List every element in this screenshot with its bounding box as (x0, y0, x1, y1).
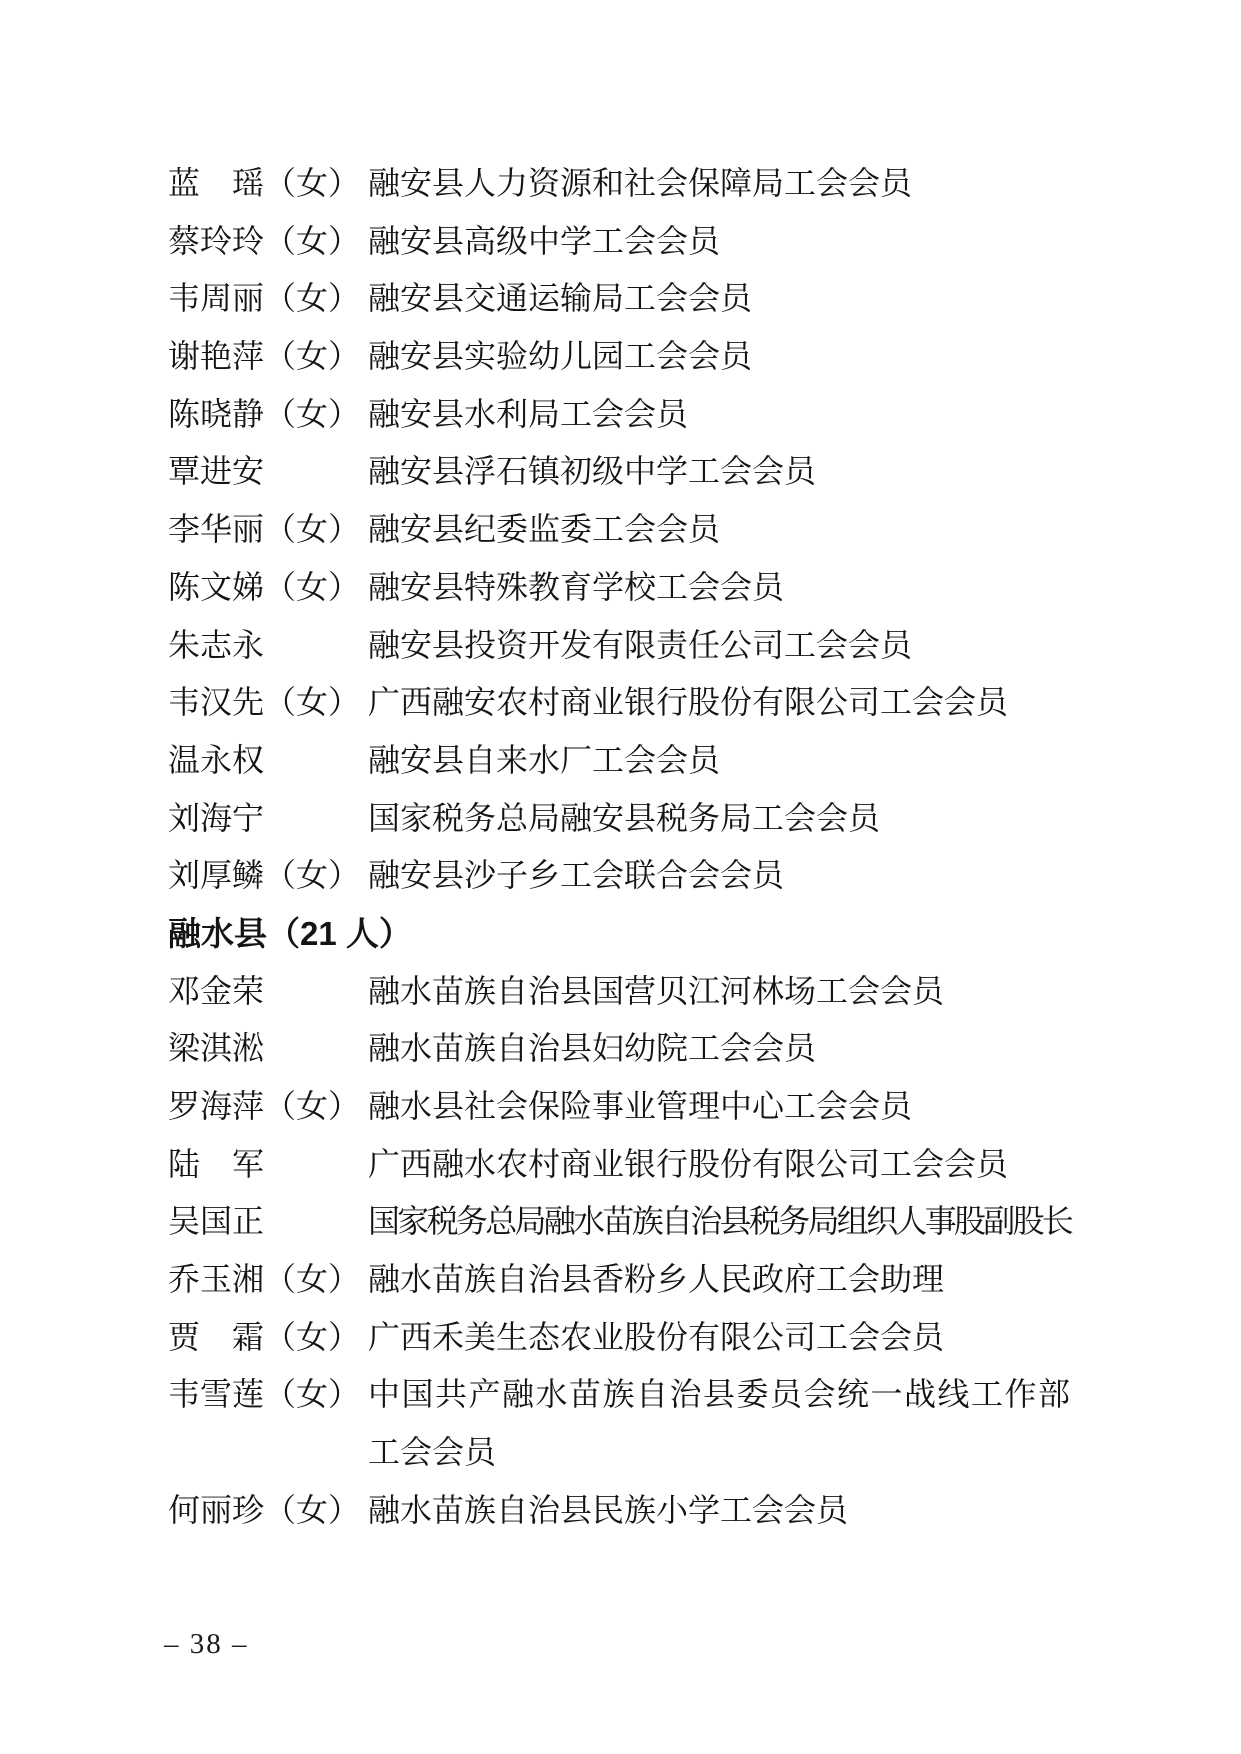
member-affiliation: 广西禾美生态农业股份有限公司工会会员 (368, 1318, 945, 1355)
member-affiliation: 融安县投资开发有限责任公司工会会员 (368, 626, 913, 663)
member-gender: （女） (264, 1088, 361, 1124)
list-item (168, 155, 1083, 213)
member-name: 谢艳萍 (168, 338, 265, 375)
member-name: 韦汉先 (168, 684, 265, 721)
member-gender: （女） (264, 1376, 361, 1413)
member-gender: （女） (264, 684, 361, 721)
list-item (168, 386, 1083, 444)
list-item (168, 790, 1083, 848)
member-affiliation: 融安县高级中学工会会员 (368, 222, 721, 259)
member-gender: （女） (264, 1318, 361, 1355)
member-gender (264, 963, 368, 1021)
member-name: 贾 霜 (168, 1318, 265, 1355)
member-name: 陈晓静 (168, 395, 265, 432)
list-item (168, 1193, 1083, 1251)
list-item (168, 847, 1083, 905)
member-gender: （女） (264, 857, 361, 894)
member-name: 李华丽 (168, 511, 265, 548)
member-affiliation: 融安县浮石镇初级中学工会会员 (368, 453, 817, 490)
member-name: 刘厚鳞 (168, 857, 265, 894)
member-name: 梁淇淞 (168, 1030, 265, 1067)
list-item (168, 732, 1083, 790)
member-gender: （女） (264, 338, 361, 375)
member-name: 蔡玲玲 (168, 222, 265, 259)
member-gender (264, 1020, 368, 1078)
member-name: 罗海萍 (168, 1088, 265, 1124)
section-header: 融水县（21 人） (168, 914, 412, 952)
list-item (168, 1482, 1083, 1540)
member-gender (264, 1193, 368, 1251)
member-affiliation: 融安县自来水厂工会会员 (368, 741, 721, 778)
member-affiliation: 中国共产融水苗族自治县委员会统一战线工作部 (368, 1376, 1072, 1413)
member-name: 邓金荣 (168, 972, 265, 1009)
member-name: 韦周丽 (168, 280, 265, 317)
member-affiliation-continued: 工会会员 (368, 1434, 497, 1471)
member-affiliation: 融安县特殊教育学校工会会员 (368, 568, 785, 605)
member-name: 刘海宁 (168, 799, 265, 836)
member-gender: （女） (264, 165, 361, 201)
member-affiliation: 国家税务总局融安县税务局工会会员 (368, 799, 881, 836)
member-affiliation: 融安县纪委监委工会会员 (368, 511, 721, 548)
member-affiliation: 融安县交通运输局工会会员 (368, 280, 753, 317)
member-gender: （女） (264, 395, 361, 432)
list-item (168, 328, 1083, 386)
member-gender: （女） (264, 568, 361, 605)
member-affiliation: 国家税务总局融水苗族自治县税务局组织人事股副股长 (368, 1203, 1072, 1240)
list-item (168, 213, 1083, 271)
member-affiliation: 广西融安农村商业银行股份有限公司工会会员 (368, 684, 1009, 721)
member-gender (264, 1136, 368, 1194)
list-item (168, 270, 1083, 328)
list-item (168, 501, 1083, 559)
member-gender (264, 617, 368, 675)
member-gender: （女） (264, 222, 361, 259)
member-affiliation: 融安县沙子乡工会联合会会员 (368, 857, 785, 894)
list-item (168, 1136, 1083, 1194)
member-name: 陈文娣 (168, 568, 265, 605)
list-item (168, 674, 1083, 732)
member-name: 何丽珍 (168, 1491, 265, 1528)
member-affiliation: 融安县水利局工会会员 (368, 395, 689, 432)
member-gender: （女） (264, 1261, 361, 1298)
member-affiliation: 融安县实验幼儿园工会会员 (368, 338, 753, 375)
member-gender: （女） (264, 1491, 361, 1528)
member-gender (264, 790, 368, 848)
member-affiliation: 融水苗族自治县香粉乡人民政府工会助理 (368, 1261, 945, 1298)
member-name: 温永权 (168, 741, 265, 778)
list-item (168, 559, 1083, 617)
member-gender: （女） (264, 280, 361, 317)
member-name: 吴国正 (168, 1203, 265, 1240)
member-name: 朱志永 (168, 626, 265, 663)
list-item (168, 1309, 1083, 1367)
member-gender (264, 732, 368, 790)
member-affiliation: 融水县社会保险事业管理中心工会会员 (368, 1088, 913, 1124)
list-item (168, 1020, 1083, 1078)
member-name: 陆 军 (168, 1145, 265, 1182)
member-name (168, 1424, 264, 1482)
list-item-continuation (168, 1424, 1083, 1482)
list-item (168, 963, 1083, 1021)
list-item (168, 1251, 1083, 1309)
member-gender: （女） (264, 511, 361, 548)
member-affiliation: 融水苗族自治县妇幼院工会会员 (368, 1030, 817, 1067)
member-name: 蓝 瑶 (168, 165, 265, 201)
member-name: 韦雪莲 (168, 1376, 265, 1413)
list-item (168, 443, 1083, 501)
list-item (168, 617, 1083, 675)
member-affiliation: 融水苗族自治县民族小学工会会员 (368, 1491, 849, 1528)
member-name: 乔玉湘 (168, 1261, 265, 1298)
member-affiliation: 融水苗族自治县国营贝江河林场工会会员 (368, 972, 945, 1009)
member-gender (264, 443, 368, 501)
member-list (168, 155, 1083, 1540)
list-item (168, 1078, 1083, 1136)
member-affiliation: 广西融水农村商业银行股份有限公司工会会员 (368, 1145, 1009, 1182)
member-name: 覃进安 (168, 453, 265, 490)
page-number: – 38 – (164, 1628, 249, 1660)
member-affiliation: 融安县人力资源和社会保障局工会会员 (368, 165, 913, 201)
member-gender (264, 1424, 368, 1482)
list-item (168, 1366, 1083, 1424)
